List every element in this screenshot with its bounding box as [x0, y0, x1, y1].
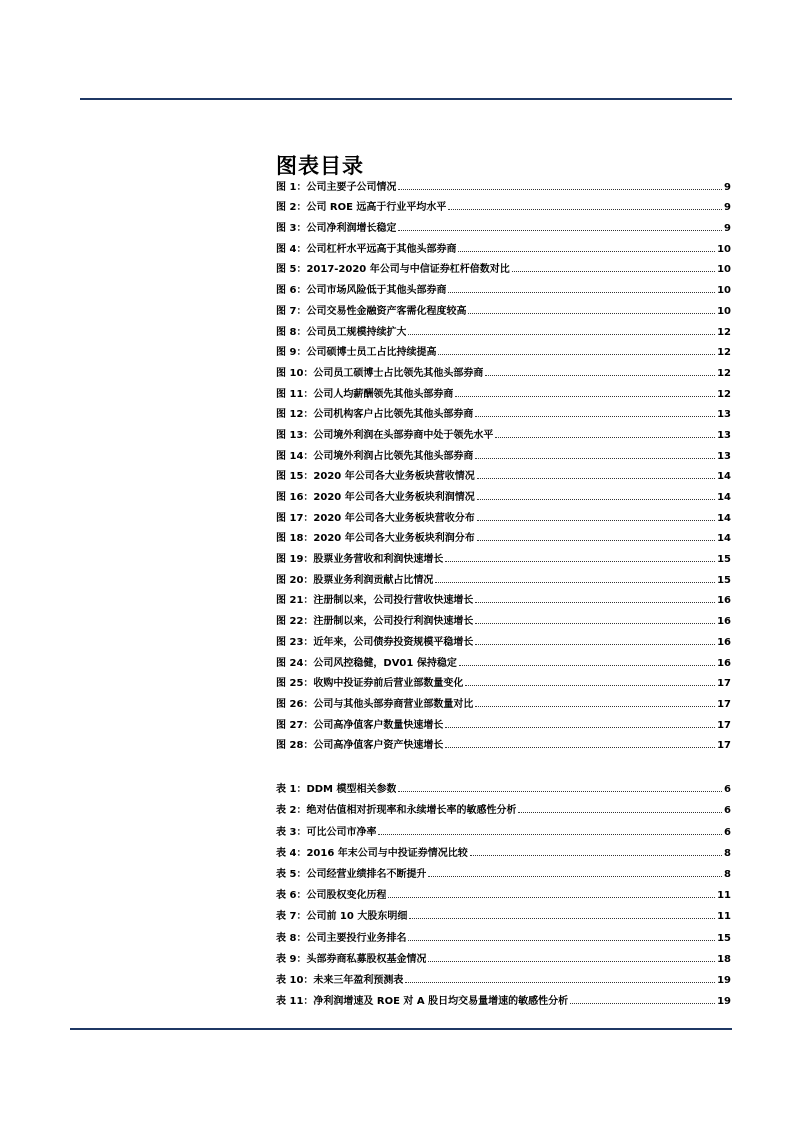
table-entry-2[interactable]	[276, 795, 731, 816]
figure-entry-7[interactable]	[276, 296, 731, 317]
footer-rule	[70, 1028, 732, 1030]
toc-entry-page: 17	[717, 678, 731, 690]
figure-entry-3[interactable]	[276, 213, 731, 234]
toc-dot-leader	[495, 437, 715, 438]
toc-entry-label: 图 16：2020 年公司各大业务板块利润情况	[276, 492, 475, 503]
toc-entry-label: 表 4：2016 年末公司与中投证券情况比较	[276, 847, 468, 859]
toc-dot-leader	[445, 747, 715, 748]
table-entry-5[interactable]	[276, 859, 731, 880]
table-entry-4[interactable]	[276, 838, 731, 859]
toc-entry-page: 14	[717, 492, 731, 503]
table-entry-1[interactable]	[276, 774, 731, 795]
toc-entry-page: 19	[717, 996, 731, 1008]
toc-entry-label: 图 19：股票业务营收和利润快速增长	[276, 554, 444, 566]
toc-dot-leader	[378, 834, 722, 835]
toc-entry-label: 图 11：公司人均薪酬领先其他头部券商	[276, 388, 454, 400]
figure-entry-13[interactable]	[276, 420, 731, 441]
toc-entry-label: 表 7：公司前 10 大股东明细	[276, 911, 408, 923]
toc-entry-page: 6	[724, 805, 731, 817]
toc-entry-page: 13	[717, 409, 731, 421]
figure-entry-11[interactable]	[276, 379, 731, 400]
toc-entry-label: 表 5：公司经营业绩排名不断提升	[276, 868, 427, 880]
toc-entry-page: 16	[717, 657, 731, 669]
toc-entry-page: 15	[717, 554, 731, 566]
toc-dot-leader	[408, 940, 715, 941]
figure-entry-19[interactable]	[276, 544, 731, 565]
toc-entry-label: 图 26：公司与其他头部券商营业部数量对比	[276, 698, 474, 710]
toc-dot-leader	[435, 582, 715, 583]
toc-entry-page: 16	[717, 616, 731, 628]
toc-dot-leader	[465, 685, 715, 686]
toc-entry-page: 15	[717, 574, 731, 586]
toc-dot-leader	[468, 313, 715, 314]
table-entry-11[interactable]	[276, 986, 731, 1007]
toc-dot-leader	[475, 644, 715, 645]
toc-entry-page: 13	[717, 450, 731, 462]
figure-entry-9[interactable]	[276, 338, 731, 359]
toc-dot-leader	[428, 876, 722, 877]
toc-entry-label: 图 12：公司机构客户占比领先其他头部券商	[276, 409, 474, 421]
toc-entry-page: 12	[717, 326, 731, 338]
figure-entry-28[interactable]	[276, 731, 731, 752]
toc-entry-label: 表 11：净利润增速及 ROE 对 A 股日均交易量增速的敏感性分析	[276, 996, 569, 1008]
figure-entry-18[interactable]	[276, 524, 731, 545]
toc-entry-label: 图 10：公司员工硕博士占比领先其他头部券商	[276, 367, 484, 379]
toc-dot-leader	[398, 791, 722, 792]
toc-entry-page: 15	[717, 932, 731, 944]
toc-entry-page: 14	[717, 471, 731, 483]
toc-dot-leader	[477, 478, 715, 479]
toc-entry-label: 图 4：公司杠杆水平远高于其他头部券商	[276, 243, 457, 255]
figure-entry-4[interactable]	[276, 234, 731, 255]
toc-entry-page: 17	[717, 740, 731, 752]
toc-dot-leader	[512, 271, 715, 272]
toc-entry-page: 16	[717, 636, 731, 648]
toc-dot-leader	[477, 520, 715, 521]
toc-dot-leader	[398, 189, 722, 190]
toc-dot-leader	[518, 812, 722, 813]
toc-dot-leader	[470, 855, 722, 856]
toc-entry-label: 图 21：注册制以来，公司投行营收快速增长	[276, 595, 474, 607]
toc-dot-leader	[458, 251, 715, 252]
toc-dot-leader	[485, 375, 715, 376]
table-list	[276, 774, 731, 1007]
toc-dot-leader	[475, 602, 715, 603]
toc-entry-page: 8	[724, 868, 731, 880]
toc-dot-leader	[445, 727, 715, 728]
toc-dot-leader	[428, 961, 715, 962]
toc-title: 图表目录	[276, 154, 364, 179]
figure-list	[276, 172, 731, 751]
figure-entry-24[interactable]	[276, 648, 731, 669]
toc-dot-leader	[475, 623, 715, 624]
toc-dot-leader	[405, 982, 715, 983]
figure-entry-12[interactable]	[276, 400, 731, 421]
toc-dot-leader	[459, 665, 715, 666]
toc-dot-leader	[477, 499, 715, 500]
toc-dot-leader	[570, 1003, 715, 1004]
toc-dot-leader	[409, 918, 715, 919]
toc-entry-label: 图 9：公司硕博士员工占比持续提高	[276, 347, 437, 359]
toc-entry-label: 图 15：2020 年公司各大业务板块营收情况	[276, 471, 475, 483]
toc-entry-page: 12	[717, 367, 731, 379]
table-entry-3[interactable]	[276, 816, 731, 837]
figure-entry-8[interactable]	[276, 317, 731, 338]
toc-entry-page: 12	[717, 347, 731, 359]
toc-entry-label: 表 10：未来三年盈利预测表	[276, 974, 404, 986]
toc-entry-label: 图 28：公司高净值客户资产快速增长	[276, 740, 444, 752]
toc-entry-page: 9	[724, 181, 731, 193]
toc-entry-page: 14	[717, 512, 731, 524]
toc-entry-label: 图 20：股票业务利润贡献占比情况	[276, 574, 434, 586]
toc-entry-label: 图 27：公司高净值客户数量快速增长	[276, 719, 444, 731]
toc-entry-label: 表 6：公司股权变化历程	[276, 890, 387, 902]
toc-entry-page: 18	[717, 953, 731, 965]
table-entry-9[interactable]	[276, 944, 731, 965]
toc-entry-label: 表 9：头部券商私募股权基金情况	[276, 953, 427, 965]
toc-entry-page: 10	[717, 243, 731, 255]
figure-entry-6[interactable]	[276, 275, 731, 296]
toc-entry-page: 11	[717, 890, 731, 902]
toc-dot-leader	[475, 458, 715, 459]
toc-entry-label: 图 7：公司交易性金融资产客需化程度较高	[276, 305, 467, 317]
figure-entry-22[interactable]	[276, 606, 731, 627]
toc-entry-page: 6	[724, 826, 731, 838]
toc-entry-label: 图 22：注册制以来，公司投行利润快速增长	[276, 616, 474, 628]
toc-entry-label: 图 14：公司境外利润占比领先其他头部券商	[276, 450, 474, 462]
table-entry-10[interactable]	[276, 965, 731, 986]
toc-dot-leader	[388, 897, 715, 898]
figure-entry-2[interactable]	[276, 193, 731, 214]
toc-dot-leader	[445, 561, 715, 562]
toc-entry-page: 6	[724, 784, 731, 796]
toc-entry-label: 图 1：公司主要子公司情况	[276, 181, 397, 193]
table-entry-8[interactable]	[276, 922, 731, 943]
toc-entry-page: 10	[717, 305, 731, 317]
toc-entry-label: 表 1：DDM 模型相关参数	[276, 784, 397, 796]
toc-entry-label: 表 3：可比公司市净率	[276, 826, 377, 838]
toc-entry-label: 图 17：2020 年公司各大业务板块营收分布	[276, 512, 475, 524]
toc-entry-page: 16	[717, 595, 731, 607]
toc-dot-leader	[448, 209, 722, 210]
figure-entry-23[interactable]	[276, 627, 731, 648]
toc-entry-label: 图 24：公司风控稳健，DV01 保持稳定	[276, 657, 457, 669]
toc-dot-leader	[477, 540, 715, 541]
toc-entry-label: 图 23：近年来，公司债券投资规模平稳增长	[276, 636, 474, 648]
toc-entry-label: 图 25：收购中投证券前后营业部数量变化	[276, 678, 464, 690]
toc-entry-label: 图 2：公司 ROE 远高于行业平均水平	[276, 202, 447, 214]
figure-entry-27[interactable]	[276, 710, 731, 731]
toc-dot-leader	[475, 416, 715, 417]
toc-entry-label: 图 3：公司净利润增长稳定	[276, 223, 397, 235]
figure-entry-1[interactable]	[276, 172, 731, 193]
toc-dot-leader	[408, 334, 715, 335]
header-rule	[80, 98, 732, 100]
toc-entry-page: 10	[717, 264, 731, 276]
figure-entry-21[interactable]	[276, 586, 731, 607]
figure-entry-5[interactable]	[276, 255, 731, 276]
toc-entry-page: 9	[724, 202, 731, 214]
toc-entry-page: 9	[724, 223, 731, 235]
figure-entry-16[interactable]	[276, 482, 731, 503]
figure-entry-14[interactable]	[276, 441, 731, 462]
table-entry-6[interactable]	[276, 880, 731, 901]
toc-dot-leader	[455, 396, 715, 397]
toc-entry-page: 10	[717, 285, 731, 297]
toc-entry-page: 19	[717, 974, 731, 986]
toc-entry-label: 图 8：公司员工规模持续扩大	[276, 326, 407, 338]
figure-entry-17[interactable]	[276, 503, 731, 524]
toc-entry-page: 13	[717, 429, 731, 441]
toc-entry-label: 图 5：2017-2020 年公司与中信证券杠杆倍数对比	[276, 264, 510, 276]
toc-entry-label: 图 18：2020 年公司各大业务板块利润分布	[276, 533, 475, 545]
figure-entry-15[interactable]	[276, 462, 731, 483]
toc-entry-page: 12	[717, 388, 731, 400]
toc-entry-page: 14	[717, 533, 731, 545]
toc-dot-leader	[448, 292, 715, 293]
toc-entry-label: 图 6：公司市场风险低于其他头部券商	[276, 285, 447, 297]
toc-dot-leader	[438, 354, 715, 355]
toc-entry-page: 17	[717, 719, 731, 731]
toc-dot-leader	[475, 706, 715, 707]
figure-entry-20[interactable]	[276, 565, 731, 586]
toc-entry-label: 图 13：公司境外利润在头部券商中处于领先水平	[276, 429, 494, 441]
table-entry-7[interactable]	[276, 901, 731, 922]
toc-entry-label: 表 8：公司主要投行业务排名	[276, 932, 407, 944]
figure-entry-26[interactable]	[276, 689, 731, 710]
toc-entry-page: 11	[717, 911, 731, 923]
figure-entry-25[interactable]	[276, 669, 731, 690]
toc-entry-label: 表 2：绝对估值相对折现率和永续增长率的敏感性分析	[276, 805, 517, 817]
figure-entry-10[interactable]	[276, 358, 731, 379]
toc-entry-page: 8	[724, 847, 731, 859]
toc-dot-leader	[398, 230, 722, 231]
toc-entry-page: 17	[717, 698, 731, 710]
